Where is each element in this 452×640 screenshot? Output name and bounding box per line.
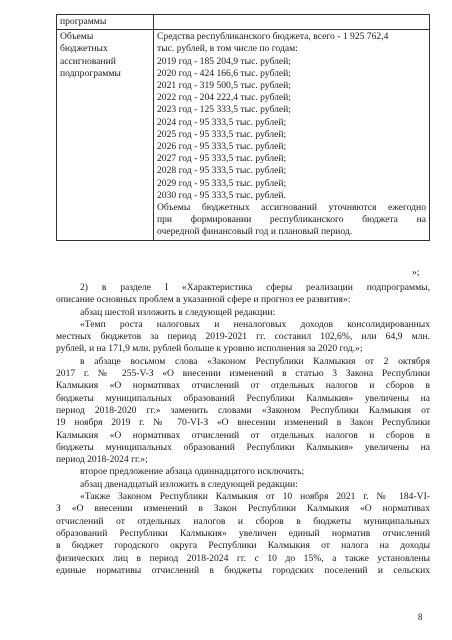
budget-year-line: 2029 год - 95 333,5 тыс. рублей; [157,177,287,189]
body-line: в абзаце восьмом слова «Законом Республики Калмыкия от 2 октября [80,355,430,367]
budget-label-line: ассигнований [60,55,116,67]
body-line: период 2018-2020 гг.» заменить словами «Законом Республики Калмыкия от [56,404,430,416]
budget-header-line: Средства республиканского бюджета, всего - 1 925 762,4 [157,31,389,43]
body-line: 2017 г. № 255-V-З «О внесении изменений в статью 3 Закона Республики [56,368,430,380]
body-line: в бюджет городского округа Республики Калмыкия от налога на доходы [56,540,430,552]
subprogram-passport-table [56,14,430,241]
body-line: физических лиц в период 2018-2024 гг. с 10 до 15%, а также установлены [56,552,430,564]
body-line: Калмыкия «О нормативах отчислений от отдельных налогов и сборов в [56,429,430,441]
body-line: отчислений от отдельных налогов и сборов в бюджеты муниципальных [56,515,430,527]
budget-note-line: при формировании республиканского бюджета на [157,214,426,226]
budget-year-line: 2026 год - 95 333,5 тыс. рублей; [157,141,287,153]
body-line: бюджеты муниципальных образований Республики Калмыкия» увеличены на [56,441,430,453]
table-row-budget [57,30,430,240]
closing-quote: »; [412,267,420,278]
budget-note-line: очередной финансовый год и плановый период. [157,226,353,238]
page-number: 8 [418,612,423,622]
budget-label-line: подпрограммы [60,67,121,79]
budget-year-line: 2025 год - 95 333,5 тыс. рублей; [157,128,287,140]
body-line: рублей, и на 171,9 млн. рублей больше к уровню исполнения за 2020 год.»; [56,343,363,355]
body-text [56,282,430,577]
body-line: образований Республики Калмыкия» увеличен единый норматив отчислений [56,527,430,539]
table-row-program [57,15,430,30]
body-line: второе предложение абзаца одиннадцатого исключить; [80,466,305,478]
body-line: бюджеты муниципальных образований Республики Калмыкия» увеличены на [56,392,430,404]
budget-year-line: 2027 год - 95 333,5 тыс. рублей; [157,153,287,165]
body-line: период 2018-2024 гг.»; [56,454,148,466]
budget-note-line: Объемы бюджетных ассигнований уточняются ежегодно [157,202,426,214]
budget-year-line: 2030 год - 95 333,5 тыс. рублей. [157,189,286,201]
row-label-program: программы [57,15,154,30]
body-line: абзац двенадцатый изложить в следующей редакции: [80,478,298,490]
body-line: «Также Законом Республики Калмыкия от 10 ноября 2021 г. № 184-VI- [80,491,430,503]
budget-year-line: 2022 год - 204 222,4 тыс. рублей; [157,92,291,104]
body-line: «Темп роста налоговых и неналоговых доходов консолидированных [80,318,430,330]
body-line: Калмыкия «О нормативах отчислений от отдельных налогов и сборов в [56,380,430,392]
body-line: единые нормативы отчислений в бюджеты городских поселений и сельских [56,564,430,576]
budget-year-line: 2019 год - 185 204,9 тыс. рублей; [157,55,291,67]
budget-label-line: бюджетных [60,43,108,55]
budget-label-line: Объемы [60,31,94,43]
budget-year-line: 2021 год - 319 500,5 тыс. рублей; [157,80,291,92]
budget-year-line: 2024 год - 95 333,5 тыс. рублей; [157,116,287,128]
budget-header-line: тыс. рублей, в том числе по годам: [157,43,298,55]
body-line: описание основных проблем в указанной сфере и прогноз ее развития»: [56,294,351,306]
budget-year-line: 2028 год - 95 333,5 тыс. рублей; [157,165,287,177]
body-line: местных бюджетов за период 2019-2021 гг. составил 102,6%, или 64,9 млн. [56,331,430,343]
budget-year-line: 2023 год - 125 333,5 тыс. рублей; [157,104,291,116]
body-line: 19 ноября 2019 г. № 70-VI-З «О внесении изменений в Закон Республики [56,417,430,429]
row-value-program [154,15,430,30]
row-label-budget [57,30,154,240]
budget-year-line: 2020 год - 424 166,6 тыс. рублей; [157,67,291,79]
row-value-budget [154,30,430,240]
body-line: З «О внесении изменений в Закон Республики Калмыкия «О нормативах [56,503,430,515]
body-line: 2) в разделе I «Характеристика сферы реализации подпрограммы, [80,282,430,293]
body-line: абзац шестой изложить в следующей редакции: [80,306,276,318]
